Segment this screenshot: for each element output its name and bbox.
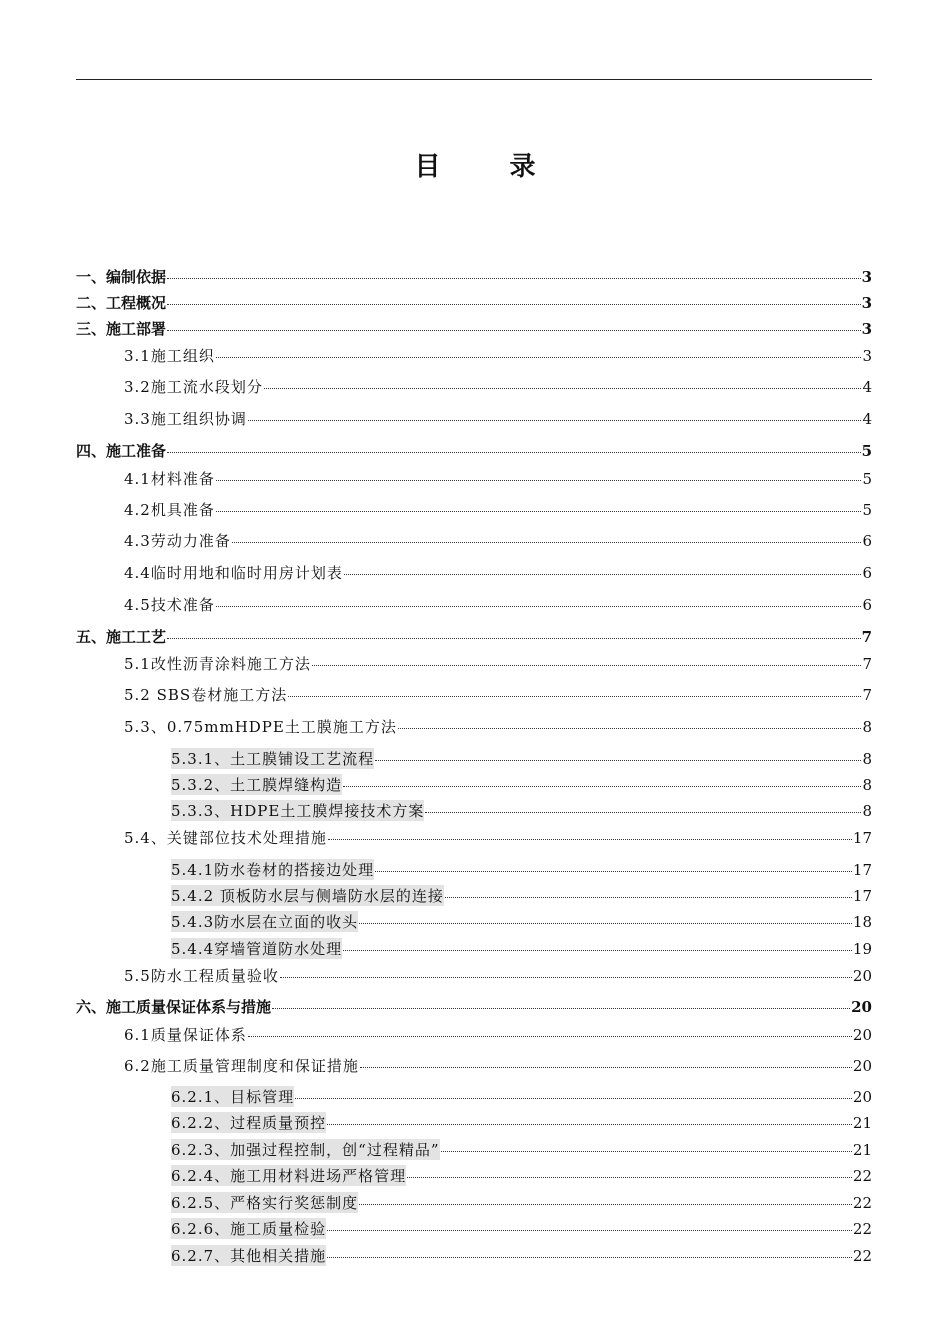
- toc-entry-label: 3.2施工流水段划分: [124, 378, 263, 396]
- toc-entry-page: 3: [861, 294, 872, 312]
- toc-entry-label: 4.2机具准备: [124, 501, 215, 519]
- toc-leader-dots: [248, 1036, 852, 1037]
- toc-leader-dots: [216, 480, 862, 481]
- toc-leader-dots: [232, 542, 862, 543]
- toc-entry-label: 5.4.1防水卷材的搭接边处理: [171, 861, 375, 879]
- toc-leader-dots: [441, 1151, 852, 1152]
- toc-entry-page: 5: [862, 501, 872, 519]
- toc-entry[interactable]: [76, 653, 872, 674]
- toc-entry-page: 6: [862, 596, 872, 614]
- toc-entry[interactable]: [76, 562, 872, 583]
- toc-entry-page: 19: [852, 940, 872, 958]
- toc-entry-label: 6.2.7、其他相关措施: [171, 1247, 327, 1265]
- toc-entry-page: 7: [862, 655, 872, 673]
- toc-entry[interactable]: [76, 292, 872, 313]
- toc-entry-label: 6.2.3、加强过程控制，创“过程精品”: [171, 1141, 440, 1159]
- toc-entry[interactable]: [76, 499, 872, 520]
- toc-leader-dots: [167, 638, 861, 639]
- toc-entry[interactable]: [76, 996, 872, 1017]
- toc-leader-dots: [264, 388, 862, 389]
- toc-leader-dots: [359, 1204, 852, 1205]
- toc-leader-dots: [167, 452, 861, 453]
- toc-leader-dots: [407, 1177, 852, 1178]
- toc-entry-page: 20: [851, 998, 872, 1016]
- toc-entry-page: 8: [862, 802, 872, 820]
- toc-entry-page: 20: [852, 1026, 872, 1044]
- toc-entry-label: 3.3施工组织协调: [124, 410, 247, 428]
- toc-entry[interactable]: [76, 626, 872, 647]
- toc-leader-dots: [167, 304, 861, 305]
- toc-entry-page: 6: [862, 564, 872, 582]
- toc-entry[interactable]: [76, 266, 872, 287]
- toc-leader-dots: [343, 786, 861, 787]
- toc-entry-label: 4.3劳动力准备: [124, 532, 231, 550]
- toc-entry-label: 一、编制依据: [76, 268, 167, 286]
- toc-entry[interactable]: [76, 1024, 872, 1045]
- toc-entry-page: 17: [852, 861, 872, 879]
- toc-entry-label: 5.3、0.75mmHDPE土工膜施工方法: [124, 718, 397, 736]
- toc-leader-dots: [272, 1008, 850, 1009]
- toc-leader-dots: [327, 1230, 852, 1231]
- toc-entry[interactable]: [76, 885, 872, 906]
- toc-leader-dots: [344, 574, 862, 575]
- toc-leader-dots: [288, 696, 861, 697]
- toc-leader-dots: [327, 1124, 852, 1125]
- toc-entry-label: 5.1改性沥青涂料施工方法: [124, 655, 311, 673]
- toc-leader-dots: [425, 812, 861, 813]
- toc-entry[interactable]: [76, 318, 872, 339]
- toc-entry-label: 四、施工准备: [76, 442, 167, 460]
- toc-entry-label: 5.4.4穿墙管道防水处理: [171, 940, 343, 958]
- toc-leader-dots: [312, 665, 862, 666]
- toc-entry[interactable]: [76, 345, 872, 366]
- toc-entry[interactable]: [76, 716, 872, 737]
- toc-entry-label: 6.1质量保证体系: [124, 1026, 247, 1044]
- toc-entry-page: 18: [852, 913, 872, 931]
- toc-leader-dots: [359, 923, 852, 924]
- toc-entry[interactable]: [76, 468, 872, 489]
- toc-leader-dots: [360, 1067, 852, 1068]
- toc-entry-label: 6.2.1、目标管理: [171, 1088, 295, 1106]
- toc-leader-dots: [216, 606, 862, 607]
- toc-leader-dots: [216, 357, 862, 358]
- toc-entry-page: 17: [852, 887, 872, 905]
- toc-entry-page: 7: [861, 628, 872, 646]
- toc-entry[interactable]: [76, 938, 872, 959]
- toc-entry-page: 7: [862, 686, 872, 704]
- toc-entry[interactable]: [76, 748, 872, 769]
- toc-entry-label: 5.4.3防水层在立面的收头: [171, 913, 359, 931]
- toc-entry-label: 5.5防水工程质量验收: [124, 967, 279, 985]
- toc-entry[interactable]: [76, 1218, 872, 1239]
- toc-entry-label: 4.1材料准备: [124, 470, 215, 488]
- toc-entry[interactable]: [76, 911, 872, 932]
- toc-entry[interactable]: [76, 1055, 872, 1076]
- toc-entry-page: 22: [852, 1247, 872, 1265]
- toc-leader-dots: [280, 977, 852, 978]
- toc-entry-page: 8: [862, 750, 872, 768]
- toc-entry-page: 22: [852, 1167, 872, 1185]
- toc-entry[interactable]: [76, 800, 872, 821]
- toc-entry[interactable]: [76, 1165, 872, 1186]
- toc-entry[interactable]: [76, 684, 872, 705]
- toc-entry[interactable]: [76, 1112, 872, 1133]
- toc-entry-label: 5.3.1、土工膜铺设工艺流程: [171, 750, 375, 768]
- toc-entry[interactable]: [76, 827, 872, 848]
- toc-entry-page: 4: [862, 410, 872, 428]
- toc-entry-page: 8: [862, 718, 872, 736]
- toc-entry-page: 17: [852, 829, 872, 847]
- toc-entry[interactable]: [76, 1086, 872, 1107]
- toc-entry[interactable]: [76, 530, 872, 551]
- toc-entry-page: 8: [862, 776, 872, 794]
- page-title: 目 录: [414, 152, 566, 182]
- toc-entry-label: 4.4临时用地和临时用房计划表: [124, 564, 343, 582]
- toc-leader-dots: [445, 897, 852, 898]
- toc-entry-page: 6: [862, 532, 872, 550]
- toc-entry-label: 5.4.2 顶板防水层与侧墙防水层的连接: [171, 887, 444, 905]
- toc-entry-page: 5: [862, 470, 872, 488]
- toc-entry-page: 3: [861, 268, 872, 286]
- toc-leader-dots: [375, 760, 861, 761]
- toc-leader-dots: [398, 728, 862, 729]
- toc-leader-dots: [295, 1098, 852, 1099]
- toc-entry[interactable]: [76, 376, 872, 397]
- toc-entry-label: 六、施工质量保证体系与措施: [76, 998, 272, 1016]
- toc-entry-page: 5: [861, 442, 872, 460]
- toc-leader-dots: [167, 330, 861, 331]
- toc-entry-label: 6.2.2、过程质量预控: [171, 1114, 327, 1132]
- toc-entry[interactable]: [76, 774, 872, 795]
- toc-entry-label: 5.3.2、土工膜焊缝构造: [171, 776, 343, 794]
- toc-entry-label: 3.1施工组织: [124, 347, 215, 365]
- toc-entry-label: 6.2.4、施工用材料进场严格管理: [171, 1167, 407, 1185]
- toc-entry-page: 20: [852, 967, 872, 985]
- toc-leader-dots: [327, 1257, 852, 1258]
- toc-leader-dots: [216, 511, 862, 512]
- toc-entry-label: 三、施工部署: [76, 320, 167, 338]
- toc-entry-page: 3: [862, 347, 872, 365]
- toc-leader-dots: [248, 420, 862, 421]
- toc-entry[interactable]: [76, 1192, 872, 1213]
- toc-entry[interactable]: [76, 408, 872, 429]
- toc-entry-page: 3: [861, 320, 872, 338]
- toc-entry[interactable]: [76, 1245, 872, 1266]
- toc-entry-label: 6.2.5、严格实行奖惩制度: [171, 1194, 359, 1212]
- toc-entry-page: 21: [852, 1141, 872, 1159]
- toc-entry[interactable]: [76, 965, 872, 986]
- toc-leader-dots: [343, 950, 852, 951]
- toc-entry-label: 5.4、关键部位技术处理措施: [124, 829, 327, 847]
- toc-entry-label: 4.5技术准备: [124, 596, 215, 614]
- toc-entry[interactable]: [76, 1139, 872, 1160]
- toc-entry-page: 20: [852, 1057, 872, 1075]
- toc-entry-label: 二、工程概况: [76, 294, 167, 312]
- toc-entry-label: 5.2 SBS卷材施工方法: [124, 686, 288, 704]
- toc-entry-page: 20: [852, 1088, 872, 1106]
- toc-entry-label: 6.2施工质量管理制度和保证措施: [124, 1057, 359, 1075]
- toc-leader-dots: [328, 839, 852, 840]
- toc-entry-label: 五、施工工艺: [76, 628, 167, 646]
- toc-entry-page: 22: [852, 1194, 872, 1212]
- toc-entry-page: 21: [852, 1114, 872, 1132]
- toc-entry-label: 5.3.3、HDPE土工膜焊接技术方案: [171, 802, 425, 820]
- toc-entry-label: 6.2.6、施工质量检验: [171, 1220, 327, 1238]
- toc-entry[interactable]: [76, 859, 872, 880]
- header-rule: [76, 79, 872, 80]
- toc-leader-dots: [375, 871, 852, 872]
- toc-leader-dots: [167, 278, 861, 279]
- toc-entry-page: 4: [862, 378, 872, 396]
- toc-entry[interactable]: [76, 440, 872, 461]
- toc-entry-page: 22: [852, 1220, 872, 1238]
- toc-entry[interactable]: [76, 594, 872, 615]
